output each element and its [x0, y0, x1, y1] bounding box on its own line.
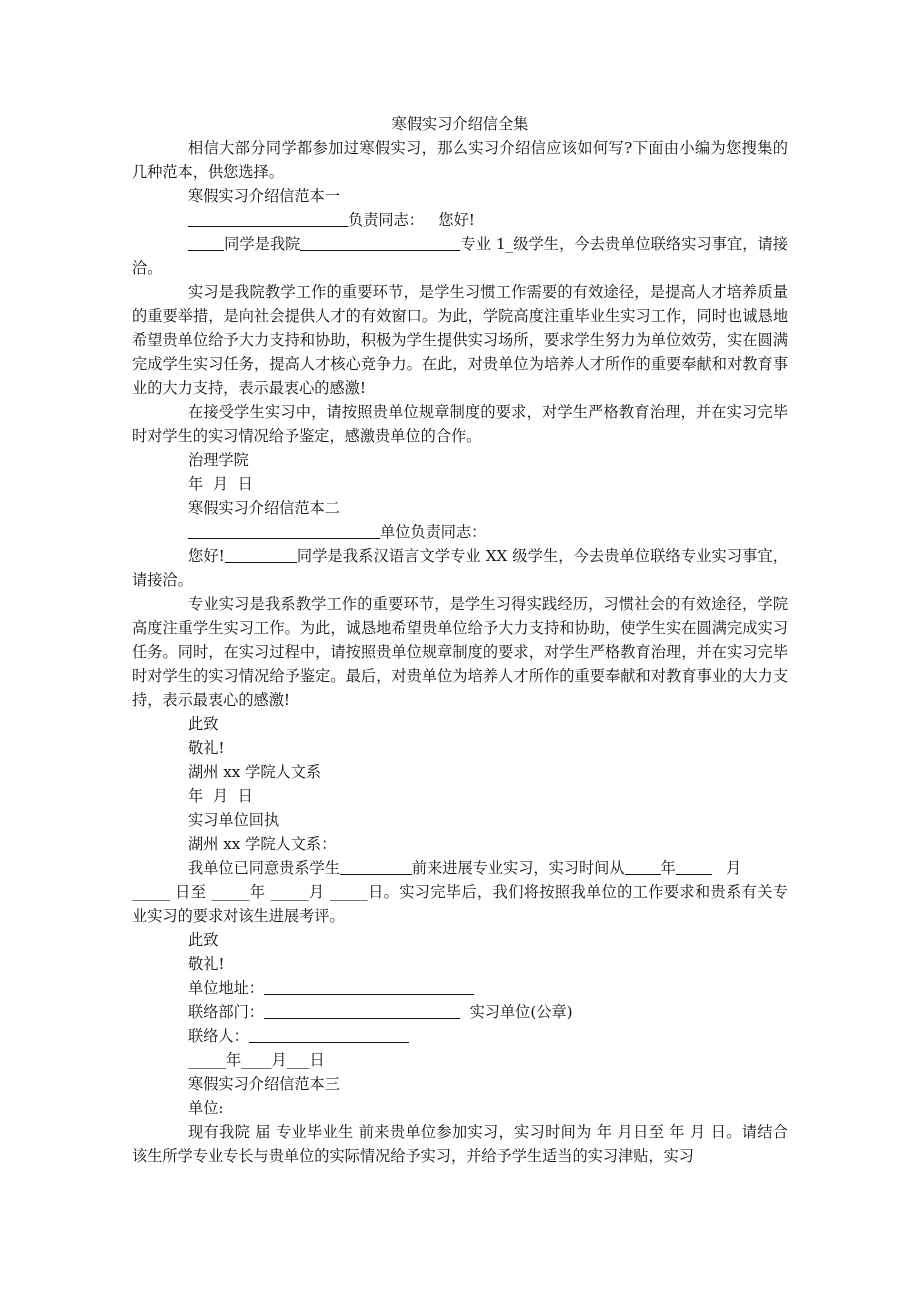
sample1-greeting: 负责同志： 您好! [132, 208, 788, 232]
reply-address: 单位地址： [132, 976, 788, 1000]
blank-line [264, 978, 474, 995]
reply-closing-2: 敬礼! [188, 955, 225, 973]
blank-line [676, 858, 712, 875]
sample1-signature: 治理学院 [188, 451, 249, 469]
reply-date: _____年____月___日 [188, 1051, 325, 1069]
sample2-heading: 寒假实习介绍信范本二 [188, 499, 340, 517]
blank-line [188, 234, 224, 251]
intro-paragraph: 相信大部分同学都参加过寒假实习，那么实习介绍信应该如何写?下面由小编为您搜集的几种范本，供您选择。 [132, 139, 788, 181]
blank-line [264, 1002, 460, 1019]
reply-department: 联络部门： 实习单位(公章) [188, 1003, 573, 1021]
sample1-student-line: 同学是我院 专业 1_级学生，今去贵单位联络实习事宜，请接洽。 [132, 235, 788, 277]
reply-line-1: 我单位已同意贵系学生 前来进展专业实习，实习时间从 年 月 [188, 859, 742, 877]
reply-contact: 联络人： [132, 1024, 788, 1048]
blank-line [188, 210, 348, 227]
blank-line [300, 234, 460, 251]
sample1-paragraph-2: 在接受学生实习中，请按照贵单位规章制度的要求，对学生严格教育治理，并在实习完毕时对学生的实习情况给予鉴定，感激贵单位的合作。 [132, 403, 788, 445]
sample2-paragraph-1: 专业实习是我系教学工作的重要环节，是学生习得实践经历，习惯社会的有效途径，学院高度注重学生实习工作。为此，诚恳地希望贵单位给予大力支持和协助，使学生实在圆满完成实习任务。同时，在实习过程中，请按照贵单位规章制度的要求，对学生严格教育治理，并在实习完毕时对学生的实习情况给予鉴定。最后，对贵单位为培养人才所作的重要奉献和对教育事业的大力支持，表示最衷心的感激! [132, 595, 788, 709]
reply-closing-1: 此致 [188, 931, 219, 949]
blank-line [225, 546, 297, 563]
sample2-closing-2: 敬礼! [188, 739, 225, 757]
sample2-greeting: 单位负责同志： [132, 520, 788, 544]
sample3-addressee: 单位: [188, 1099, 224, 1117]
sample2-signature: 湖州 xx 学院人文系 [188, 763, 322, 781]
page-title: 寒假实习介绍信全集 [391, 115, 529, 133]
sample3-heading: 寒假实习介绍信范本三 [188, 1075, 340, 1093]
blank-line [249, 1026, 409, 1043]
blank-line [625, 858, 661, 875]
blank-line [340, 858, 412, 875]
blank-line [188, 522, 380, 539]
sample2-closing-1: 此致 [188, 715, 219, 733]
sample1-date: 年 月 日 [188, 475, 253, 493]
sample2-date: 年 月 日 [188, 787, 253, 805]
reply-addressee: 湖州 xx 学院人文系： [188, 835, 337, 853]
sample1-heading: 寒假实习介绍信范本一 [188, 187, 340, 205]
document-body [132, 112, 788, 1168]
sample2-student-line: 您好! 同学是我系汉语言文学专业 XX 级学生，今去贵单位联络专业实习事宜，请接洽。 [132, 547, 788, 589]
reply-line-2: _____ 日至 _____年 _____月 _____日。实习完毕后，我们将按照我单位的工作要求和贵系有关专业实习的要求对该生进展考评。 [132, 883, 788, 925]
reply-heading: 实习单位回执 [188, 811, 280, 829]
sample1-paragraph-1: 实习是我院教学工作的重要环节，是学生习惯工作需要的有效途径，是提高人才培养质量的重要举措，是向社会提供人才的有效窗口。为此，学院高度注重毕业生实习工作，同时也诚恳地希望贵单位给予大力支持和协助，积极为学生提供实习场所，要求学生努力为单位效劳，实在圆满完成学生实习任务，提高人才核心竞争力。在此，对贵单位为培养人才所作的重要奉献和对教育事业的大力支持，表示最衷心的感激! [132, 283, 788, 397]
sample3-paragraph-1: 现有我院 届 专业毕业生 前来贵单位参加实习，实习时间为 年 月日至 年 月 日。请结合该生所学专业专长与贵单位的实际情况给予实习，并给予学生适当的实习津贴，实习 [132, 1123, 788, 1165]
